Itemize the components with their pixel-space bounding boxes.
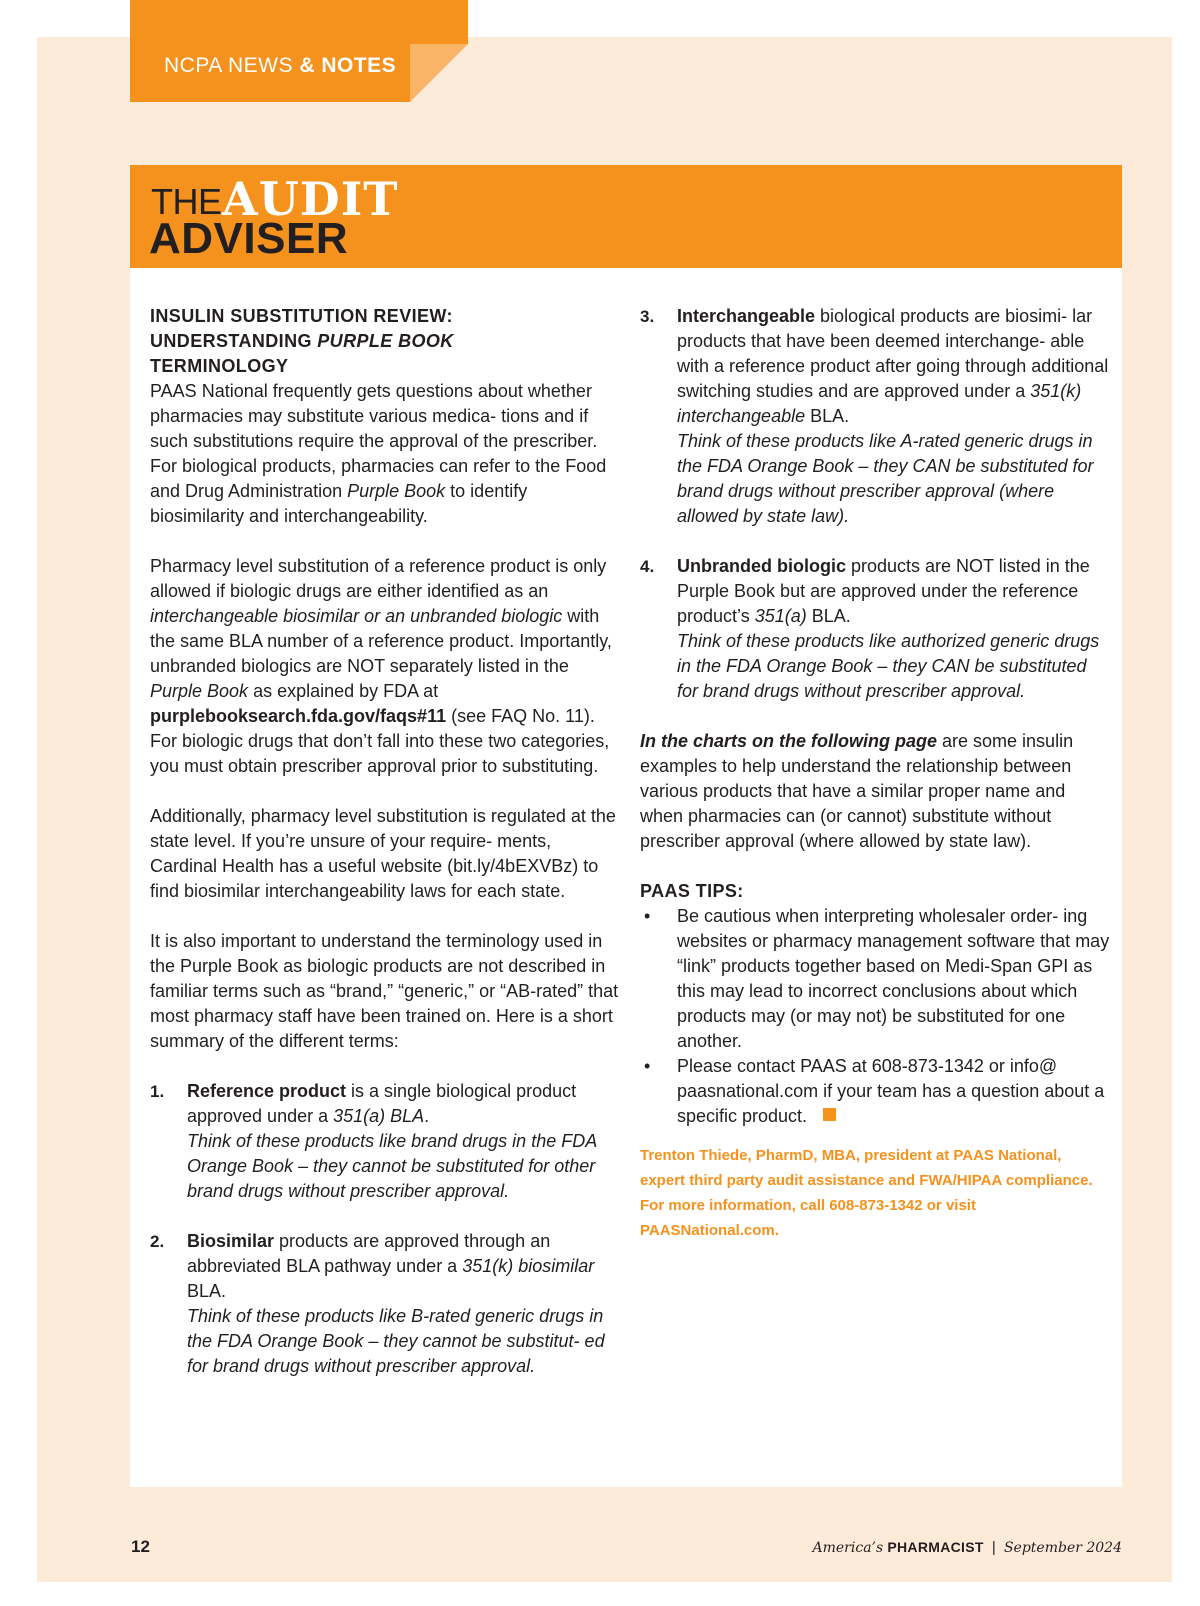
heading-line-2: UNDERSTANDING — [150, 331, 318, 351]
list-item-note: Think of these products like authorized generic drugs in the FDA Orange Book – they CAN be substituted for brand drugs without prescriber approval. — [677, 631, 1100, 701]
heading-line-3: TERMINOLOGY — [150, 356, 289, 376]
section-tab-label — [164, 54, 396, 78]
tips-heading: PAAS TIPS: — [640, 881, 744, 901]
page-fold-decoration — [410, 44, 468, 102]
banner-adviser: ADVISER — [149, 214, 349, 263]
heading-purple-book: PURPLE BOOK — [317, 331, 454, 351]
banner-the: THE — [151, 181, 222, 222]
paragraph-state-level: Additionally, pharmacy level substitution is regulated at the state level. If you’re unsure of your require- ments, Cardinal Health has a useful website (bit.ly/4bEXVBz) to find biosimilar interchangeability laws for each state. — [150, 806, 616, 901]
tip-item: • Be cautious when interpreting wholesaler order- ing websites or pharmacy management software that may “link” products together based on Medi-Span GPI as this may lead to incorrect conclusions about which products may (or may not) be substituted for one another. — [644, 906, 1110, 1051]
list-item-biosimilar: 2. Biosimilar products are approved through an abbreviated BLA pathway under a 351(k) biosimilar BLA. Think of these products like B-rated generic drugs in the FDA Orange Book – they cannot be substitut- ed for brand drugs without prescriber approval. — [150, 1229, 620, 1379]
end-mark-icon — [823, 1108, 836, 1121]
list-item-interchangeable: 3. Interchangeable biological products are biosimi- lar products that have been deemed interchange- able with a reference product after going through additional switching studies and are approved under a 351(k) interchangeable BLA. Think of these products like A-rated generic drugs in the FDA Orange Book – they CAN be substituted for brand drugs without prescriber approval (where allowed by state law). — [640, 304, 1110, 529]
paragraph-intro: PAAS National frequently gets questions about whether pharmacies may substitute various medica- tions and if such substitutions require the approval of the prescriber. For biological products, pharmacies can refer to the Food and Drug Administration Purple Book to identify biosimilarity and interchangeability. — [150, 381, 607, 526]
section-tab-light: NCPA NEWS — [164, 54, 293, 77]
magazine-name-bold: PHARMACIST — [887, 1539, 984, 1555]
list-item-unbranded-biologic: 4. Unbranded biologic products are NOT listed in the Purple Book but are approved under the reference product’s 351(a) BLA. Think of these products like authorized generic drugs in the FDA Orange Book – they CAN be substituted for brand drugs without prescriber approval. — [640, 554, 1110, 704]
tip-item: • Please contact PAAS at 608-873-1342 or info@ paasnational.com if your team has a question about a specific product. — [644, 1056, 1105, 1126]
purple-book-faq-link[interactable]: purplebooksearch.fda.gov/faqs#11 — [150, 706, 447, 726]
article-heading — [150, 304, 620, 379]
bullet-icon: • — [644, 906, 651, 926]
paragraph-charts: In the charts on the following page are some insulin examples to help understand the relationship between various products that have a similar proper name and when pharmacies can (or cannot) substitute without prescriber approval (where allowed by state law). — [640, 731, 1074, 851]
magazine-name-italic: America’s — [812, 1540, 884, 1556]
paragraph-terminology: It is also important to understand the terminology used in the Purple Book as biologic products are not described in familiar terms such as “brand,” “generic,” or “AB-rated” that most pharmacy staff have been trained on. Here is a short summary of the different terms: — [150, 931, 619, 1051]
heading-line-1: INSULIN SUBSTITUTION REVIEW: — [150, 306, 453, 326]
list-item-note: Think of these products like B-rated generic drugs in the FDA Orange Book – they cannot be substitut- ed for brand drugs without prescriber approval. — [187, 1306, 605, 1376]
issue-date: September 2024 — [1003, 1540, 1122, 1556]
left-column — [150, 304, 620, 1379]
page-number: 12 — [131, 1537, 150, 1556]
section-tab-bold: & NOTES — [299, 54, 397, 77]
paragraph-substitution: Pharmacy level substitution of a reference product is only allowed if biologic drugs are either identified as an interchangeable biosimilar or an unbranded biologic with the same BLA number of a reference product. Importantly, unbranded biologics are NOT separately listed in the Purple Book as explained by FDA at purplebooksearch.fda.gov/faqs#11 (see FAQ No. 11). For biologic drugs that don’t fall into these two categories, you must obtain prescriber approval prior to substituting. — [150, 556, 612, 776]
list-item-note: Think of these products like brand drugs in the FDA Orange Book – they cannot be substituted for other brand drugs without prescriber approval. — [187, 1131, 597, 1201]
list-item-note: Think of these products like A-rated generic drugs in the FDA Orange Book – they CAN be substituted for brand drugs without prescriber approval (where allowed by state law). — [677, 431, 1094, 526]
banner-audit: AUDIT — [222, 172, 399, 226]
author-byline: Trenton Thiede, PharmD, MBA, president at PAAS National, expert third party audit assistance and FWA/HIPAA compliance. For more information, call 608-873-1342 or visit PAASNational.com. — [640, 1147, 1093, 1239]
bullet-icon: • — [644, 1056, 651, 1076]
magazine-footer — [813, 1539, 1122, 1556]
footer-separator: | — [991, 1539, 996, 1556]
right-column — [640, 304, 1110, 1243]
list-item-reference-product: 1. Reference product is a single biological product approved under a 351(a) BLA. Think of these products like brand drugs in the FDA Orange Book – they cannot be substituted for other brand drugs without prescriber approval. — [150, 1079, 620, 1204]
